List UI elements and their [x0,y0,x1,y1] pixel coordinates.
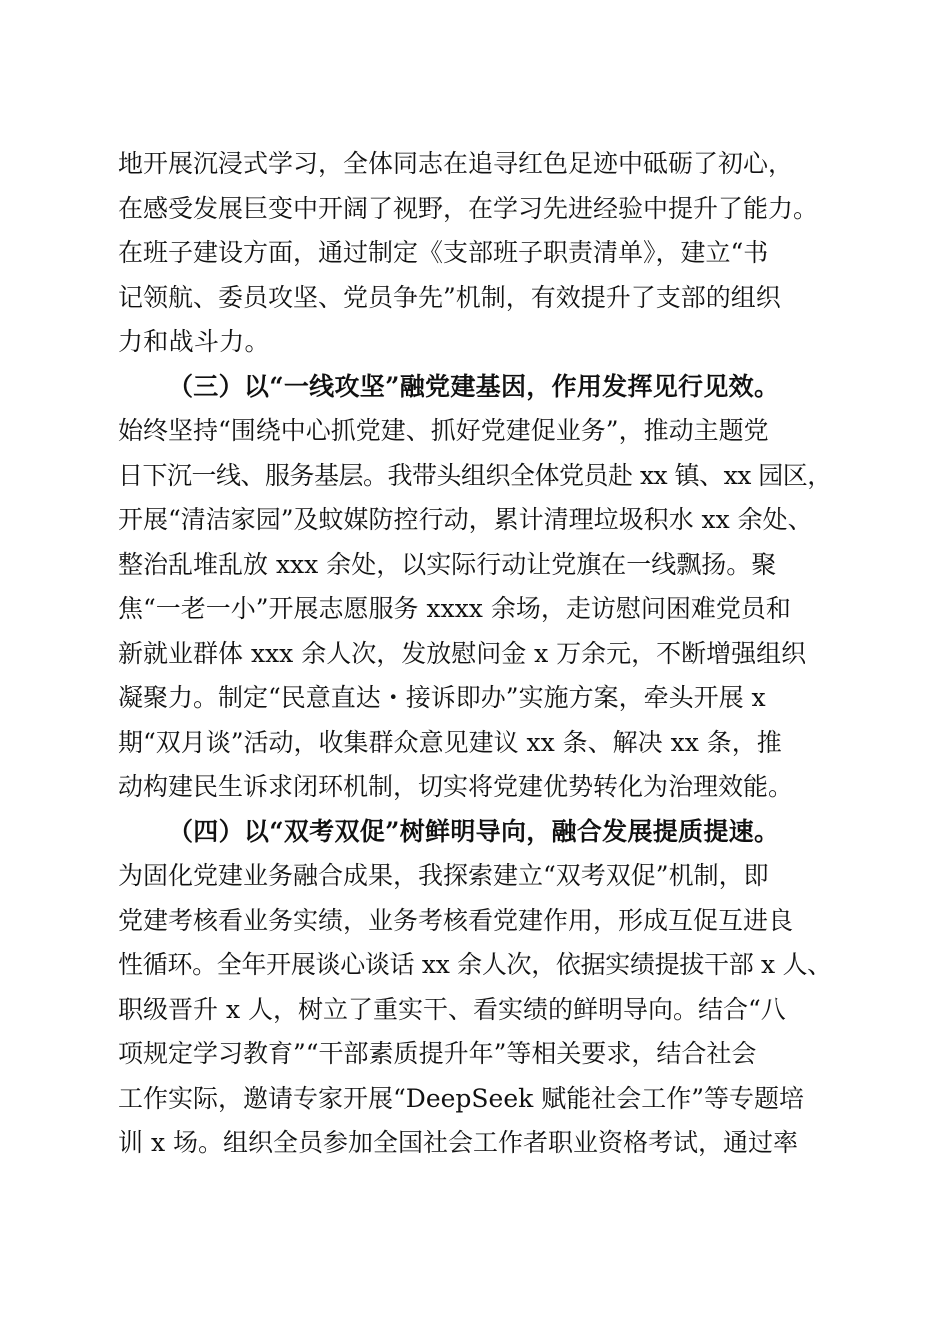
text-line: 性循环。全年开展谈心谈话 xx 余人次，依据实绩提拔干部 x 人、 [118,950,832,979]
text-line: 力和战斗力。 [118,327,270,356]
text-line: 项规定学习教育”“干部素质提升年”等相关要求，结合社会 [118,1039,757,1068]
text-line: 党建考核看业务实绩，业务考核看党建作用，形成互促互进良 [118,905,794,935]
text-line: 在班子建设方面，通过制定《支部班子职责清单》，建立“书 [118,238,769,267]
text-line: 工作实际，邀请专家开展“DeepSeek 赋能社会工作”等专题培 [118,1083,805,1113]
text-line: 为固化党建业务融合成果，我探索建立“双考双促”机制，即 [118,861,769,890]
text-line: 动构建民生诉求闭环机制，切实将党建优势转化为治理效能。 [118,772,794,801]
text-line: 开展“清洁家园”及蚊媒防控行动，累计清理垃圾积水 xx 余处、 [118,505,813,534]
text-line: 始终坚持“围绕中心抓党建、抓好党建促业务”，推动主题党 [118,416,769,445]
text-line: 地开展沉浸式学习，全体同志在追寻红色足迹中砥砺了初心， [118,149,794,178]
text-line: 焦“一老一小”开展志愿服务 xxxx 余场，走访慰问困难党员和 [118,594,791,623]
text-line: 日下沉一线、服务基层。我带头组织全体党员赴 xx 镇、xx 园区， [118,460,832,490]
document-body [118,142,832,1166]
text-line: 新就业群体 xxx 余人次，发放慰问金 x 万余元，不断增强组织 [118,638,807,668]
text-line: 在感受发展巨变中开阔了视野，在学习先进经验中提升了能力。 [118,193,819,223]
text-line: 记领航、委员攻坚、党员争先”机制，有效提升了支部的组织 [118,282,781,312]
text-line: 训 x 场。组织全员参加全国社会工作者职业资格考试，通过率 [118,1128,798,1157]
section-heading: （三）以“一线攻坚”融党建基因，作用发挥见行见效。 [168,371,780,401]
text-line: 期“双月谈”活动，收集群众意见建议 xx 条、解决 xx 条，推 [118,727,782,757]
text-line: 整治乱堆乱放 xxx 余处，以实际行动让党旗在一线飘扬。聚 [118,549,777,579]
text-line: 职级晋升 x 人，树立了重实干、看实绩的鲜明导向。结合“八 [118,994,786,1024]
text-line: 凝聚力。制定“民意直达・接诉即办”实施方案，牵头开展 x [118,683,766,712]
section-heading: （四）以“双考双促”树鲜明导向，融合发展提质提速。 [168,816,780,846]
